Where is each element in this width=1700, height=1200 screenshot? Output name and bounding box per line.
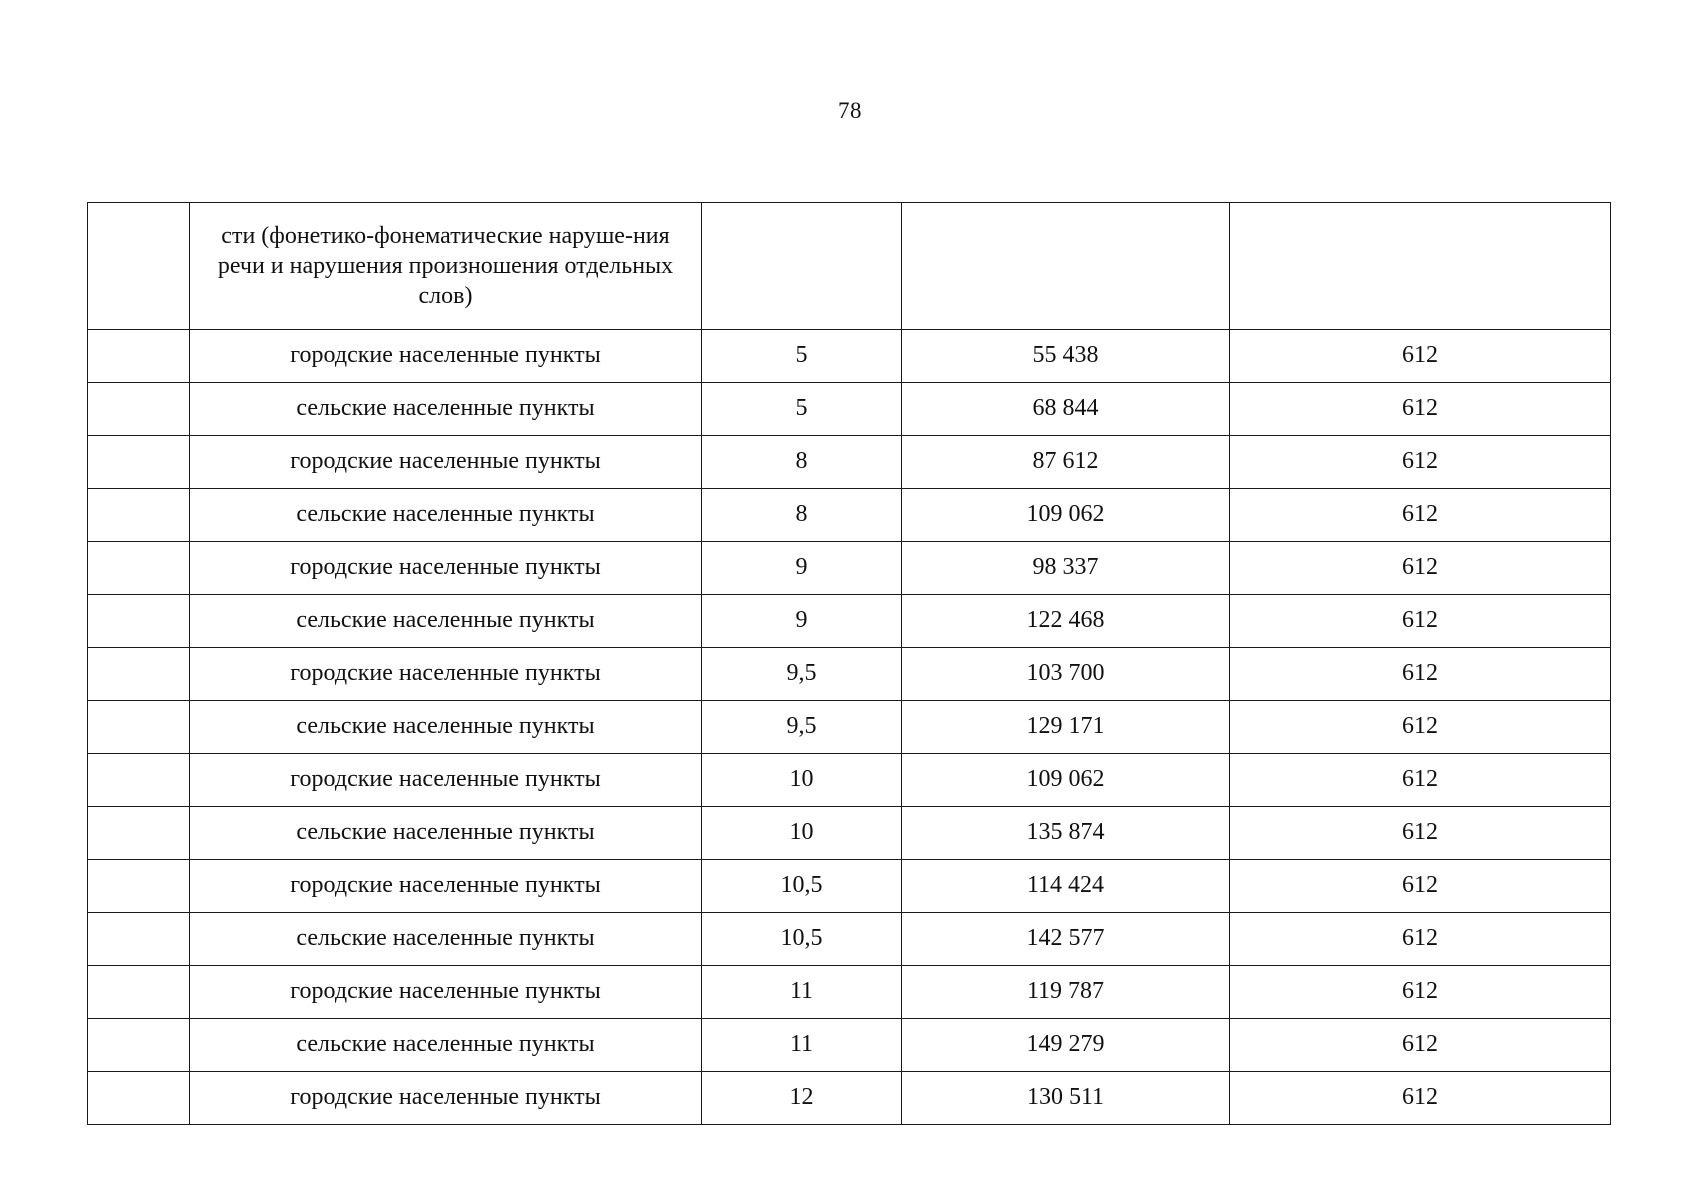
value-c-cell: 612	[1230, 754, 1611, 807]
table-row	[88, 330, 1611, 383]
value-b-cell: 149 279	[902, 1019, 1230, 1072]
index-cell	[88, 807, 190, 860]
value-b-cell: 55 438	[902, 330, 1230, 383]
table-row	[88, 1019, 1611, 1072]
index-cell	[88, 701, 190, 754]
index-cell	[88, 913, 190, 966]
value-b-cell: 119 787	[902, 966, 1230, 1019]
value-b-cell: 135 874	[902, 807, 1230, 860]
continuation-text-cell: сти (фонетико-фонематические наруше-ния речи и нарушения произношения отдельных слов)	[190, 203, 702, 330]
value-a-cell: 9	[702, 542, 902, 595]
value-b-cell: 142 577	[902, 913, 1230, 966]
value-c-cell: 612	[1230, 966, 1611, 1019]
index-cell	[88, 648, 190, 701]
value-c-cell: 612	[1230, 913, 1611, 966]
value-b-cell: 68 844	[902, 383, 1230, 436]
settlement-type-cell: сельские населенные пункты	[190, 595, 702, 648]
value-a-cell: 5	[702, 330, 902, 383]
value-a-cell: 9,5	[702, 648, 902, 701]
index-cell	[88, 330, 190, 383]
value-c-cell	[1230, 203, 1611, 330]
page-number: 78	[838, 98, 862, 123]
settlement-type-cell: городские населенные пункты	[190, 542, 702, 595]
table-body	[88, 203, 1611, 1125]
value-c-cell: 612	[1230, 595, 1611, 648]
value-a-cell: 12	[702, 1072, 902, 1125]
value-a-cell: 10	[702, 807, 902, 860]
table-row	[88, 383, 1611, 436]
table-row	[88, 701, 1611, 754]
index-cell	[88, 860, 190, 913]
value-c-cell: 612	[1230, 489, 1611, 542]
table-row	[88, 807, 1611, 860]
index-cell	[88, 1072, 190, 1125]
value-c-cell: 612	[1230, 330, 1611, 383]
table-row	[88, 489, 1611, 542]
table-row	[88, 913, 1611, 966]
settlement-type-cell: городские населенные пункты	[190, 648, 702, 701]
settlement-type-cell: сельские населенные пункты	[190, 913, 702, 966]
value-a-cell	[702, 203, 902, 330]
value-a-cell: 11	[702, 1019, 902, 1072]
value-a-cell: 8	[702, 436, 902, 489]
index-cell	[88, 383, 190, 436]
settlement-type-cell: сельские населенные пункты	[190, 1019, 702, 1072]
settlement-type-cell: сельские населенные пункты	[190, 489, 702, 542]
value-a-cell: 9	[702, 595, 902, 648]
data-table	[87, 202, 1611, 1125]
value-b-cell: 87 612	[902, 436, 1230, 489]
value-c-cell: 612	[1230, 1072, 1611, 1125]
settlement-type-cell: городские населенные пункты	[190, 1072, 702, 1125]
settlement-type-cell: городские населенные пункты	[190, 966, 702, 1019]
table-row	[88, 1072, 1611, 1125]
value-a-cell: 5	[702, 383, 902, 436]
table-row	[88, 542, 1611, 595]
table-row	[88, 966, 1611, 1019]
value-b-cell	[902, 203, 1230, 330]
table-row	[88, 595, 1611, 648]
value-b-cell: 109 062	[902, 489, 1230, 542]
index-cell	[88, 754, 190, 807]
value-b-cell: 109 062	[902, 754, 1230, 807]
value-b-cell: 130 511	[902, 1072, 1230, 1125]
index-cell	[88, 966, 190, 1019]
value-a-cell: 8	[702, 489, 902, 542]
settlement-type-cell: сельские населенные пункты	[190, 383, 702, 436]
value-c-cell: 612	[1230, 436, 1611, 489]
index-cell	[88, 203, 190, 330]
value-c-cell: 612	[1230, 1019, 1611, 1072]
table-row	[88, 436, 1611, 489]
settlement-type-cell: городские населенные пункты	[190, 436, 702, 489]
value-c-cell: 612	[1230, 807, 1611, 860]
value-a-cell: 10,5	[702, 860, 902, 913]
value-b-cell: 98 337	[902, 542, 1230, 595]
value-a-cell: 10,5	[702, 913, 902, 966]
table-row	[88, 648, 1611, 701]
table-continuation-row	[88, 203, 1611, 330]
value-c-cell: 612	[1230, 701, 1611, 754]
settlement-type-cell: городские населенные пункты	[190, 754, 702, 807]
value-a-cell: 10	[702, 754, 902, 807]
value-a-cell: 11	[702, 966, 902, 1019]
index-cell	[88, 542, 190, 595]
index-cell	[88, 1019, 190, 1072]
value-b-cell: 103 700	[902, 648, 1230, 701]
value-c-cell: 612	[1230, 648, 1611, 701]
table-row	[88, 860, 1611, 913]
index-cell	[88, 595, 190, 648]
settlement-type-cell: городские населенные пункты	[190, 860, 702, 913]
settlement-type-cell: городские населенные пункты	[190, 330, 702, 383]
settlement-type-cell: сельские населенные пункты	[190, 701, 702, 754]
table-row	[88, 754, 1611, 807]
value-b-cell: 122 468	[902, 595, 1230, 648]
value-a-cell: 9,5	[702, 701, 902, 754]
value-c-cell: 612	[1230, 542, 1611, 595]
value-b-cell: 114 424	[902, 860, 1230, 913]
index-cell	[88, 489, 190, 542]
index-cell	[88, 436, 190, 489]
settlement-type-cell: сельские населенные пункты	[190, 807, 702, 860]
value-c-cell: 612	[1230, 860, 1611, 913]
value-b-cell: 129 171	[902, 701, 1230, 754]
value-c-cell: 612	[1230, 383, 1611, 436]
